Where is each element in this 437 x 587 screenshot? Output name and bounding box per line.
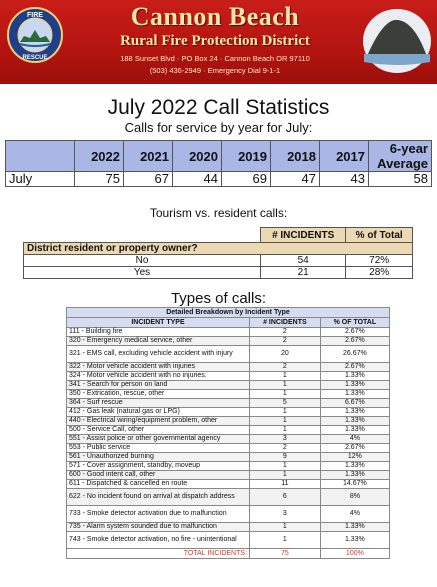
incident-count-cell: 1	[250, 523, 321, 532]
incident-percent-cell: 2.67%	[320, 363, 389, 372]
incident-caption: Detailed Breakdown by Incident Type	[67, 308, 390, 318]
incident-type-cell: 324 - Motor vehicle accident with no injuries.	[67, 372, 250, 381]
tourism-question-row	[24, 243, 413, 255]
yearly-cell: 67	[124, 172, 173, 187]
incident-row	[67, 489, 390, 506]
incident-percent-cell: 4%	[320, 435, 389, 444]
incident-percent-cell: 14.67%	[320, 480, 389, 489]
incident-type-cell: 735 - Alarm system sounded due to malfunction	[67, 523, 250, 532]
incident-percent-cell: 1.33%	[320, 471, 389, 480]
incident-types-table	[66, 307, 390, 559]
incident-row	[67, 363, 390, 372]
incident-percent-cell: 1.33%	[320, 462, 389, 471]
yearly-header-cell: 2020	[173, 141, 222, 172]
incident-header-row	[67, 318, 390, 328]
incident-percent-cell: 1.33%	[320, 390, 389, 399]
incident-percent-cell: 1.33%	[320, 426, 389, 435]
incident-percent-cell: 6.67%	[320, 399, 389, 408]
incident-total-label: TOTAL INCIDENTS:	[67, 549, 250, 559]
incident-row	[67, 408, 390, 417]
incident-row	[67, 346, 390, 363]
incident-count-cell: 1	[250, 390, 321, 399]
yearly-cell: 44	[173, 172, 222, 187]
tourism-cell: 21	[261, 267, 346, 279]
incident-type-cell: 350 - Extrication, rescue, other	[67, 390, 250, 399]
incident-row	[67, 532, 390, 549]
incident-count-cell: 20	[250, 346, 321, 363]
tourism-header-cell	[24, 228, 261, 243]
yearly-cell: 47	[271, 172, 320, 187]
incident-row	[67, 523, 390, 532]
tourism-cell: Yes	[24, 267, 261, 279]
incident-percent-cell: 1.33%	[320, 381, 389, 390]
yearly-cell: 58	[369, 172, 432, 187]
incident-percent-cell: 1.33%	[320, 417, 389, 426]
incident-type-cell: 111 - Building fire	[67, 328, 250, 337]
incident-type-cell: 733 - Smoke detector activation due to malfunction	[67, 506, 250, 523]
page-title: July 2022 Call Statistics	[107, 96, 330, 119]
incident-header-cell: % OF TOTAL	[320, 318, 389, 328]
org-name: Cannon Beach	[130, 2, 300, 31]
tourism-cell: 54	[261, 255, 346, 267]
tourism-title: Tourism vs. resident calls:	[149, 206, 288, 220]
incident-type-cell: 561 - Unauthorized burning	[67, 453, 250, 462]
incident-type-cell: 553 - Public service	[67, 444, 250, 453]
incident-percent-cell: 2.67%	[320, 444, 389, 453]
yearly-cell: 69	[222, 172, 271, 187]
org-phone: (503) 436-2949 · Emergency Dial 9-1-1	[149, 66, 281, 75]
incident-percent-cell: 1.33%	[320, 532, 389, 549]
incident-header-cell: # INCIDENTS	[250, 318, 321, 328]
types-title: Types of calls:	[170, 290, 267, 307]
incident-count-cell: 1	[250, 381, 321, 390]
incident-count-cell: 1	[250, 417, 321, 426]
incident-type-cell: 412 - Gas leak (natural gas or LPG)	[67, 408, 250, 417]
yearly-header-cell: 2021	[124, 141, 173, 172]
incident-row	[67, 381, 390, 390]
tourism-cell: No	[24, 255, 261, 267]
incident-percent-cell: 1.33%	[320, 523, 389, 532]
incident-type-cell: 622 - No incident found on arrival at dispatch address	[67, 489, 250, 506]
incident-count-cell: 11	[250, 480, 321, 489]
incident-percent-cell: 26.67%	[320, 346, 389, 363]
yearly-header-cell	[6, 141, 75, 172]
incident-row	[67, 444, 390, 453]
incident-row	[67, 471, 390, 480]
tourism-header-cell: % of Total	[346, 228, 413, 243]
yearly-header-cell: 2017	[320, 141, 369, 172]
incident-total-row	[67, 549, 390, 559]
incident-type-cell: 743 - Smoke detector activation, no fire - unintentional	[67, 532, 250, 549]
incident-row	[67, 372, 390, 381]
yearly-cell: July	[6, 172, 75, 187]
yearly-header-cell: 2022	[75, 141, 124, 172]
incident-type-cell: 322 - Motor vehicle accident with injuries	[67, 363, 250, 372]
tourism-question: District resident or property owner?	[24, 243, 413, 255]
incident-percent-cell: 4%	[320, 506, 389, 523]
yearly-header-cell: 6-year Average	[369, 141, 432, 172]
incident-row	[67, 328, 390, 337]
incident-count-cell: 1	[250, 471, 321, 480]
incident-percent-cell: 1.33%	[320, 372, 389, 381]
incident-row	[67, 337, 390, 346]
tourism-cell: 28%	[346, 267, 413, 279]
incident-row	[67, 480, 390, 489]
incident-type-cell: 321 - EMS call, excluding vehicle accident with injury	[67, 346, 250, 363]
incident-row	[67, 426, 390, 435]
yearly-cell: 43	[320, 172, 369, 187]
incident-row	[67, 417, 390, 426]
incident-count-cell: 1	[250, 532, 321, 549]
tourism-row	[24, 267, 413, 279]
incident-count-cell: 3	[250, 435, 321, 444]
incident-row	[67, 462, 390, 471]
incident-count-cell: 2	[250, 328, 321, 337]
yearly-header-cell: 2019	[222, 141, 271, 172]
badge-top-text: FIRE	[27, 12, 43, 19]
tourism-table	[23, 227, 413, 279]
badge-bottom-text: RESCUE	[22, 55, 48, 61]
incident-row	[67, 506, 390, 523]
haystack-rock-icon	[362, 8, 432, 74]
incident-row	[67, 435, 390, 444]
incident-count-cell: 1	[250, 408, 321, 417]
incident-type-cell: 551 - Assist police or other governmental agency	[67, 435, 250, 444]
incident-type-cell: 364 - Surf rescue	[67, 399, 250, 408]
incident-type-cell: 320 - Emergency medical service, other	[67, 337, 250, 346]
yearly-header-row	[6, 141, 432, 172]
incident-row	[67, 453, 390, 462]
incident-count-cell: 2	[250, 337, 321, 346]
incident-percent-cell: 2.67%	[320, 328, 389, 337]
incident-count-cell: 5	[250, 399, 321, 408]
incident-percent-cell: 1.33%	[320, 408, 389, 417]
incident-count-cell: 2	[250, 444, 321, 453]
incident-percent-cell: 12%	[320, 453, 389, 462]
incident-type-cell: 341 - Search for person on land	[67, 381, 250, 390]
incident-caption-row	[67, 308, 390, 318]
incident-count-cell: 1	[250, 426, 321, 435]
incident-count-cell: 3	[250, 506, 321, 523]
yearly-data-row	[6, 172, 432, 187]
incident-count-cell: 1	[250, 372, 321, 381]
incident-type-cell: 600 - Good intent call, other	[67, 471, 250, 480]
tourism-header-row	[24, 228, 413, 243]
incident-type-cell: 571 - Cover assignment, standby, moveup	[67, 462, 250, 471]
incident-type-cell: 611 - Dispatched & cancelled en route	[67, 480, 250, 489]
incident-count-cell: 9	[250, 453, 321, 462]
tourism-header-cell: # INCIDENTS	[261, 228, 346, 243]
incident-total-percent: 100%	[320, 549, 389, 559]
page-subtitle: Calls for service by year for July:	[124, 120, 313, 135]
incident-percent-cell: 8%	[320, 489, 389, 506]
incident-row	[67, 390, 390, 399]
incident-type-cell: 500 - Service Call, other	[67, 426, 250, 435]
tourism-row	[24, 255, 413, 267]
yearly-calls-table	[5, 140, 432, 187]
yearly-header-cell: 2018	[271, 141, 320, 172]
letterhead-banner	[0, 0, 437, 84]
incident-count-cell: 6	[250, 489, 321, 506]
fire-rescue-badge-icon	[6, 4, 64, 66]
org-address: 188 Sunset Blvd · PO Box 24 · Cannon Beach OR 97110	[120, 54, 310, 63]
incident-total-count: 75	[250, 549, 321, 559]
incident-row	[67, 399, 390, 408]
incident-percent-cell: 2.67%	[320, 337, 389, 346]
incident-type-cell: 440 - Electrical wiring/equipment problem, other	[67, 417, 250, 426]
org-subtitle: Rural Fire Protection District	[120, 33, 310, 49]
incident-count-cell: 2	[250, 363, 321, 372]
yearly-cell: 75	[75, 172, 124, 187]
incident-count-cell: 1	[250, 462, 321, 471]
tourism-cell: 72%	[346, 255, 413, 267]
incident-header-cell: INCIDENT TYPE	[67, 318, 250, 328]
